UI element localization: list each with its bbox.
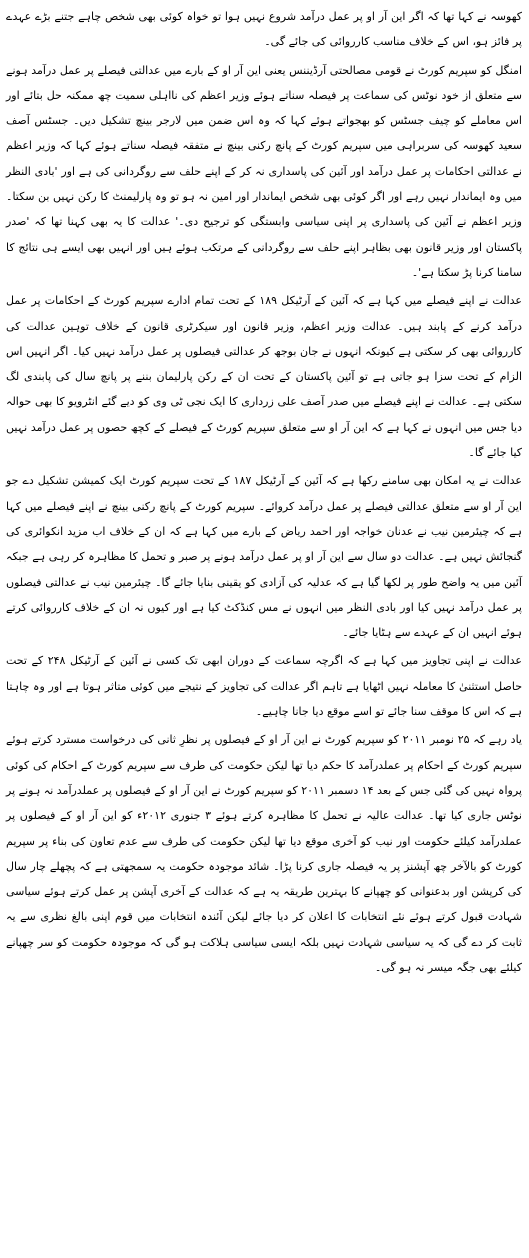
article-paragraph: عدالت نے یہ امکان بھی سامنے رکھا ہے کہ آئین کے آرٹیکل ۱۸۷ کے تحت سپریم کورٹ ایک کمیشن تشکیل دے جو این آر او سے متعلق عدالتی فیصلے پر عمل درآمد کروائے۔ سپریم کورٹ کے پانچ رکنی بینچ نے اپنے فیصلے میں کہا ہے کہ چیئرمین نیب نے عدنان خواجہ اور احمد ریاض کے بارے میں کہا ہے کہ ان کے خلاف اب مزید انکوائری کی گنجائش نہیں ہے۔ عدالت دو سال سے این آر او پر عمل درآمد ہونے پر صبر و تحمل کا مظاہرہ کر رہی ہے جبکہ آئین میں یہ واضح طور پر لکھا گیا ہے کہ عدلیہ کی آزادی کو یقینی بنایا جائے گا۔ چیئرمین نیب نے عدالتی فیصلوں پر عمل درآمد نہیں کیا اور بادی النظر میں انہوں نے مس کنڈکٹ کیا ہے اور کیوں نہ ان کے خلاف کارروائی کرتے ہوئے انہیں ان کے عہدے سے ہٹایا جائے۔	[6, 474, 522, 640]
article-paragraph: عدالت نے اپنی تجاویز میں کہا ہے کہ اگرچہ سماعت کے دوران ابھی تک کسی نے آئین کے آرٹیکل ۲۴۸ کے تحت حاصل استثنیٰ کا معاملہ نہیں اٹھایا ہے تاہم اگر عدالت کی تجاویز کے نتیجے میں کوئی متاثر ہوتا ہے اور وہ چاہتا ہے کہ اس کا موقف سنا جائے تو اسے موقع دیا جانا چاہیے۔	[6, 654, 522, 719]
article-paragraph: کھوسہ نے کہا تھا کہ اگر این آر او پر عمل درآمد شروع نہیں ہوا تو خواہ کوئی بھی شخص چاہے جتنے بڑے عہدے پر فائز ہو، اس کے خلاف مناسب کارروائی کی جائے گی۔	[6, 10, 522, 49]
article-paragraph: عدالت نے اپنے فیصلے میں کہا ہے کہ آئین کے آرٹیکل ۱۸۹ کے تحت تمام ادارے سپریم کورٹ کے احکامات پر عمل درآمد کرنے کے پابند ہیں۔ عدالت وزیر اعظم، وزیر قانون اور سیکرٹری قانون کے خلاف توہین عدالت کی کارروائی بھی کر سکتی ہے کیونکہ انہوں نے جان بوجھ کر عدالتی فیصلوں پر عمل درآمد نہیں کیا۔ اگر انہیں اس الزام کے تحت سزا ہو جاتی ہے تو آئین پاکستان کے تحت ان کے رکن پارلیمان بننے پر پانچ سال کی پابندی لگ سکتی ہے۔ عدالت نے اپنے فیصلے میں صدر آصف علی زرداری کا ایک نجی ٹی وی کو دیے گئے انٹرویو کا بھی حوالہ دیا جس میں انہوں نے کہا ہے کہ این آر او سے متعلق سپریم کورٹ کے فیصلے کے کچھ حصوں پر عمل درآمد نہیں کیا جائے گا۔	[6, 294, 522, 460]
article-paragraph: یاد رہے کہ ۲۵ نومبر ۲۰۱۱ کو سپریم کورٹ نے این آر او کے فیصلوں پر نظرِ ثانی کی درخواست مسترد کرتے ہوئے سپریم کورٹ کے احکام پر عملدرآمد کا حکم دیا تھا لیکن حکومت کی طرف سے سپریم کورٹ کے احکام کی کوئی پرواہ نہیں کی گئی جس کے بعد ۱۴ دسمبر ۲۰۱۱ کو سپریم کورٹ نے این آر او کے فیصلوں پر عملدرآمد نہ ہونے پر نوٹس جاری کیا تھا۔ عدالت عالیہ نے تحمل کا مظاہرہ کرتے ہوئے ۳ جنوری ۲۰۱۲ء کو این آر او کے فیصلوں پر عملدرآمد کیلئے حکومت اور نیب کو آخری موقع دیا تھا لیکن حکومت کی طرف سے عدم تعاون کی بناء پر سپریم کورٹ کو بالآخر چھ آپشنز پر یہ فیصلہ جاری کرنا پڑا۔ شائد موجودہ حکومت یہ سمجھتی ہے کہ پچھلے چار سال کی کرپشن اور بدعنوانی کو چھپانے کا بہترین طریقہ یہ ہے کہ عدالت کے آخری آپشن پر عمل کرتے ہوئے سیاسی شہادت قبول کرتے ہوئے نئے انتخابات کا اعلان کر دیا جائے لیکن آئندہ انتخابات میں قوم اپنی بالغ نظری سے یہ ثابت کر دے گی کہ یہ سیاسی شہادت نہیں بلکہ ایسی سیاسی ہلاکت ہو گی کہ موجودہ حکومت کو سر چھپانے کیلئے بھی جگہ میسر نہ ہو گی۔	[6, 733, 522, 974]
article-paragraph: امنگل کو سپریم کورٹ نے قومی مصالحتی آرڈیننس یعنی این آر او کے بارے میں عدالتی فیصلے پر عمل درآمد ہونے سے متعلق از خود نوٹس کی سماعت پر فیصلہ سناتے ہوئے وزیر اعظم کی نااہلی سمیت چھ ممکنہ حل بتائے اور اس معاملے کو چیف جسٹس کو بھجواتے ہوئے کہا کہ وہ اس ضمن میں لارجر بینچ تشکیل دیں۔ جسٹس آصف سعید کھوسہ کی سربراہی میں سپریم کورٹ کے پانچ رکنی بینچ نے متفقہ فیصلہ سناتے ہوئے کہا کہ وزیر اعظم نے عدالتی احکامات پر عمل درآمد اور آئین کی پاسداری نہ کر کے اپنے حلف سے روگردانی کی ہے اور 'بادی النظر میں وہ ایماندار نہیں رہے اور اگر کوئی بھی شخص ایماندار اور امین نہ ہو تو وہ پارلیمنٹ کا رکن نہیں بن سکتا۔ وزیر اعظم نے آئین کی پاسداری پر اپنی سیاسی وابستگی کو ترجیح دی۔' عدالت کا یہ بھی کہنا تھا کہ 'صدر پاکستان اور وزیر قانون بھی بظاہر اپنے حلف سے روگردانی کے مرتکب ہوئے ہیں اور انہیں بھی ایسے ہی نتائج کا سامنا کرنا پڑ سکتا ہے'۔	[6, 63, 522, 279]
